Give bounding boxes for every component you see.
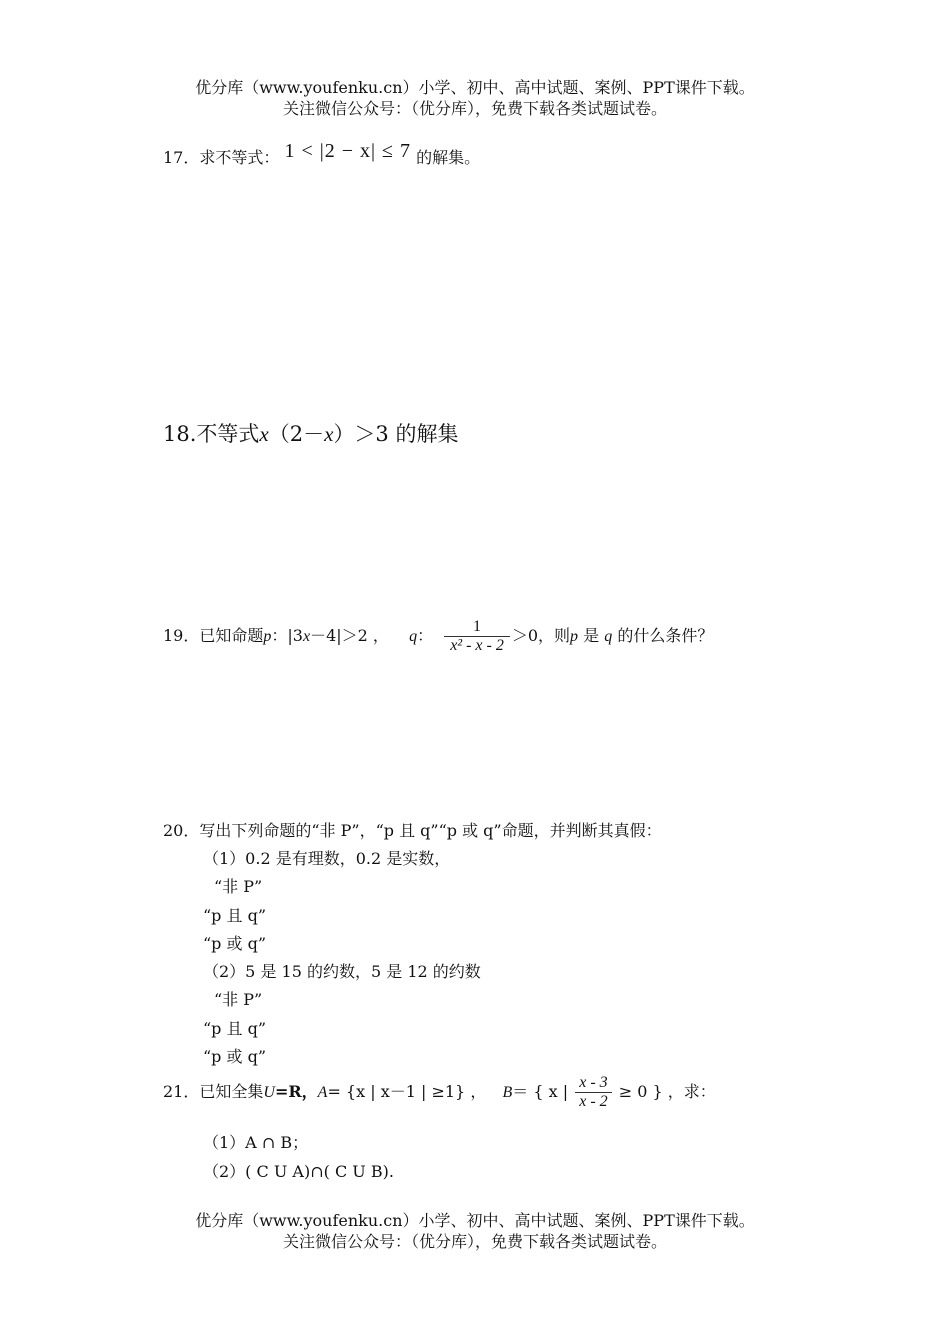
q20-p-or-q-1: “p 或 q” [203, 934, 267, 953]
q17-suffix: 的解集。 [416, 148, 481, 167]
q19-colon: ： [417, 626, 434, 645]
q21-A: A [317, 1084, 328, 1101]
q20-part-1: （1）0.2 是有理数，0.2 是实数， [203, 849, 451, 868]
header-line-1: 优分库（www.youfenku.cn）小学、初中、高中试题、案例、PPT课件下载。 [195, 78, 755, 97]
q20-p-and-q-1: “p 且 q” [203, 906, 267, 925]
q20-p-and-q-2: “p 且 q” [203, 1019, 267, 1038]
q19-p-cond-b: －4|＞2 ， [310, 626, 389, 645]
q21-fraction [575, 1074, 611, 1111]
q21-frac-den: x - 2 [575, 1092, 611, 1111]
q17-prefix: 17．求不等式： [163, 148, 280, 167]
q19-p-cond-a: ：|3 [271, 626, 303, 645]
header-line-2: 关注微信公众号：（优分库），免费下载各类试题试卷。 [282, 99, 667, 118]
q21-eq-R: =R， [274, 1082, 318, 1101]
q21-B: B [502, 1084, 513, 1101]
q20-part-2: （2）5 是 15 的约数，5 是 12 的约数 [203, 962, 481, 981]
q19-is: 是 [578, 626, 605, 645]
q19-prefix: 19．已知命题 [163, 626, 264, 645]
q19-fraction [444, 618, 510, 655]
question-17 [163, 140, 481, 169]
q18-end: ）＞3 的解集 [333, 422, 459, 446]
q19-frac-den: x² - x - 2 [444, 636, 510, 655]
q20-title: 20．写出下列命题的“非 P”，“p 且 q”“p 或 q”命题，并判断其真假： [163, 821, 662, 840]
q19-p: p [263, 628, 272, 645]
q21-set-B-post: ≥ 0 } ，求： [618, 1082, 716, 1101]
question-18 [163, 418, 458, 448]
q18-text: 18.不等式 [163, 422, 260, 446]
q19-tail: 的什么条件？ [612, 626, 714, 645]
q20-not-p-1: “非 P” [214, 877, 263, 896]
q20-not-p-2: “非 P” [214, 990, 263, 1009]
q18-var-x2: x [324, 422, 334, 446]
q20-p-or-q-2: “p 或 q” [203, 1047, 267, 1066]
q21-set-A: = {x | x－1 | ≥1} ， [327, 1082, 487, 1101]
q19-x: x [302, 628, 311, 645]
q19-after-frac: ＞0，则 [511, 626, 571, 645]
q21-set-B-pre: ＝ { x | [512, 1082, 569, 1101]
footer-line-1: 优分库（www.youfenku.cn）小学、初中、高中试题、案例、PPT课件下载。 [195, 1211, 755, 1230]
q17-formula: 1 < |2 − x| ≤ 7 [284, 140, 412, 162]
q19-frac-num: 1 [473, 618, 482, 635]
q21-U: U [263, 1084, 275, 1101]
question-19 [163, 618, 713, 655]
question-21 [163, 1074, 716, 1111]
q18-mid: （2－ [268, 422, 325, 446]
q18-var-x: x [259, 422, 269, 446]
q19-q2: q [604, 628, 613, 645]
q21-sub-2: （2）( C U A)∩( C U B). [203, 1162, 394, 1181]
q21-frac-num: x - 3 [579, 1074, 608, 1091]
q21-prefix: 21．已知全集 [163, 1082, 264, 1101]
q19-p2: p [570, 628, 579, 645]
q21-sub-1: （1）A ∩ B； [203, 1133, 309, 1152]
footer-line-2: 关注微信公众号：（优分库），免费下载各类试题试卷。 [282, 1232, 667, 1251]
q19-q: q [409, 628, 418, 645]
